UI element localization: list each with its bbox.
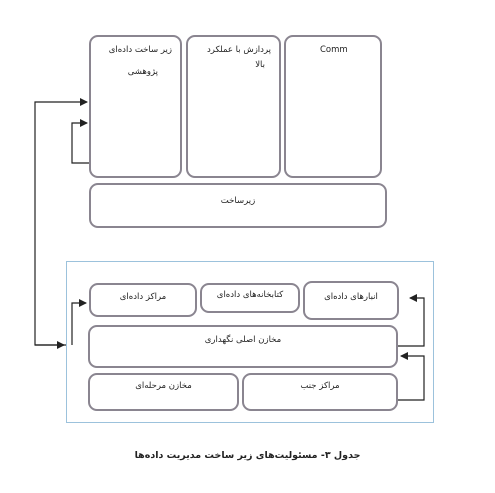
data-centers-box (89, 283, 197, 317)
research-box-line1: زیر ساخت داده‌ای (108, 45, 172, 55)
research-self-loop (72, 123, 89, 163)
data-libraries-label: کتابخانه‌های داده‌ای (216, 290, 284, 300)
data-libraries-box (200, 283, 300, 313)
right-loop-upper (398, 298, 424, 346)
main-repository-label: مخازن اصلی نگهداری (204, 335, 282, 345)
left-link-line (35, 102, 87, 345)
data-centers-label: مراکز داده‌ای (119, 292, 167, 302)
research-box-line2: پژوهشی (127, 67, 158, 77)
comm-box-label: Comm (320, 45, 348, 55)
auxiliary-centers-box (242, 373, 398, 411)
staging-repository-box (88, 373, 239, 411)
figure-caption: جدول ۳- مسئولیت‌های زیر ساخت مدیریت داده‌ها (134, 450, 361, 461)
infrastructure-base-box (89, 183, 387, 228)
right-loop-lower (398, 356, 424, 400)
hpc-box-line2: بالا (255, 60, 265, 70)
data-stores-box (303, 281, 399, 320)
hpc-box (186, 35, 281, 178)
data-stores-label: انبار‌های داده‌ای (324, 292, 378, 302)
auxiliary-centers-label: مراکز جنب (300, 381, 340, 391)
research-data-infrastructure-box (89, 35, 182, 178)
staging-repository-label: مخازن مرحله‌ای (135, 381, 192, 391)
data-centers-arrow (72, 303, 86, 345)
hpc-box-line1: پردازش با عملکرد (206, 45, 271, 55)
comm-box (284, 35, 382, 178)
infrastructure-base-label: زیرساخت (220, 196, 256, 206)
main-repository-box (88, 325, 398, 368)
